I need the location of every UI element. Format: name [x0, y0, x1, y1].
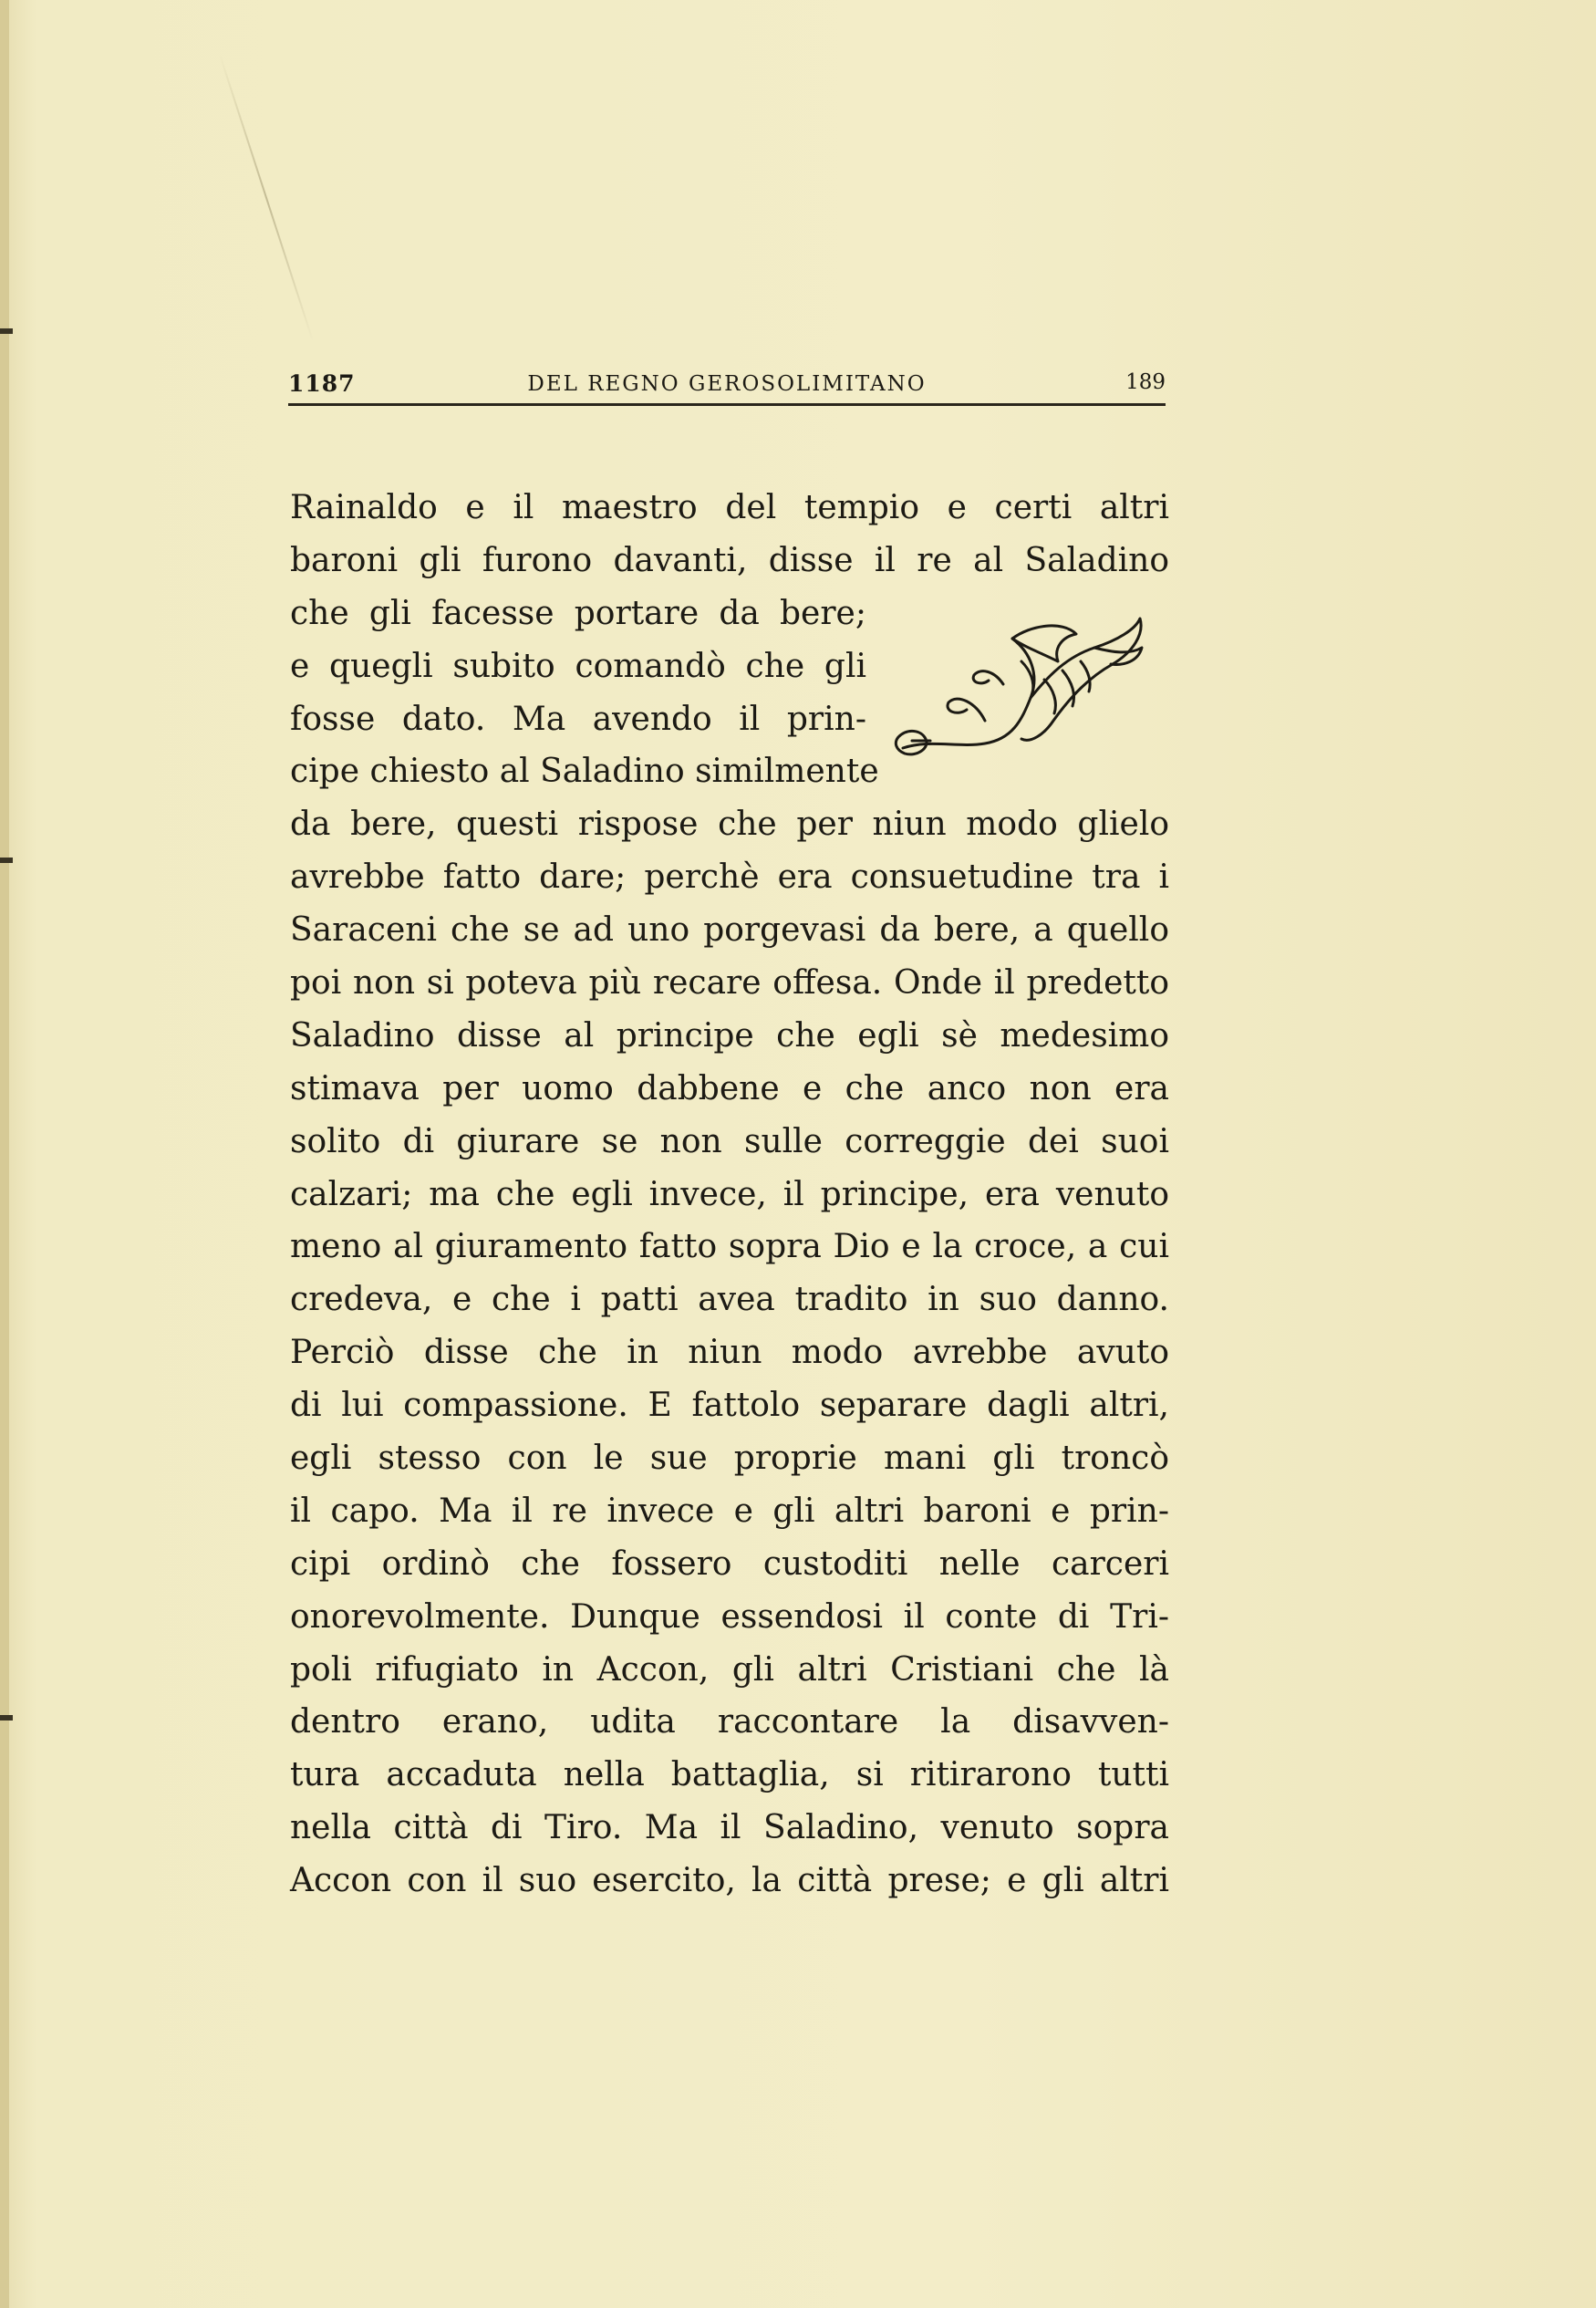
text-line: Rainaldo e il maestro del tempio e certi altri [290, 489, 1169, 526]
text-line: cipe chiesto al Saladino similmente [290, 753, 879, 791]
text-line: il capo. Ma il re invece e gli altri baroni e prin- [290, 1492, 1169, 1530]
running-head [288, 367, 1166, 406]
page-number: 189 [1125, 370, 1166, 394]
text-line: Saladino disse al principe che egli sè medesimo [290, 1016, 1169, 1055]
text-line: egli stesso con le sue proprie mani gli troncò [290, 1440, 1169, 1478]
text-line: tura accaduta nella battaglia, si ritirarono tutti [290, 1756, 1169, 1794]
binding-thread-mark [0, 858, 13, 863]
text-line: nella città di Tiro. Ma il Saladino, venuto sopra [290, 1809, 1169, 1847]
text-line: da bere, questi rispose che per niun modo glielo [290, 806, 1169, 844]
text-line: baroni gli furono davanti, disse il re al Saladino [290, 541, 1169, 579]
text-line: che gli facesse portare da bere; [290, 594, 866, 632]
running-head-title: DEL REGNO GEROSOLIMITANO [527, 372, 927, 396]
page-binding-edge [0, 0, 9, 2308]
paper-crease [219, 54, 314, 340]
running-head-year: 1187 [288, 370, 356, 397]
text-line: poi non si poteva più recare offesa. Onde il predetto [290, 964, 1169, 1003]
text-line: calzari; ma che egli invece, il principe, era venuto [290, 1175, 1169, 1213]
text-line: stimava per uomo dabbene e che anco non era [290, 1069, 1169, 1107]
text-line: avrebbe fatto dare; perchè era consuetudine tra i [290, 858, 1169, 897]
binding-thread-mark [0, 1715, 13, 1721]
text-line: di lui compassione. E fattolo separare dagli altri, [290, 1387, 1169, 1425]
text-line: poli rifugiato in Accon, gli altri Cristiani che là [290, 1650, 1169, 1689]
text-line: dentro erano, udita raccontare la disavven- [290, 1703, 1169, 1741]
text-line: solito di giurare se non sulle correggie dei suoi [290, 1122, 1169, 1160]
text-line: credeva, e che i patti avea tradito in suo danno. [290, 1281, 1169, 1319]
text-line: Perciò disse che in niun modo avrebbe avuto [290, 1334, 1169, 1372]
text-line: onorevolmente. Dunque essendosi il conte di Tri- [290, 1597, 1169, 1636]
text-line: meno al giuramento fatto sopra Dio e la croce, a cui [290, 1228, 1169, 1266]
text-line: e quegli subito comandò che gli [290, 647, 866, 685]
text-line: Saraceni che se ad uno porgevasi da bere, a quello [290, 911, 1169, 950]
foliage-ornament-icon [894, 611, 1158, 785]
text-line: fosse dato. Ma avendo il prin- [290, 700, 866, 738]
text-line: cipi ordinò che fossero custoditi nelle carceri [290, 1544, 1169, 1583]
binding-thread-mark [0, 328, 13, 334]
text-line: Accon con il suo esercito, la città prese; e gli altri [290, 1862, 1169, 1900]
